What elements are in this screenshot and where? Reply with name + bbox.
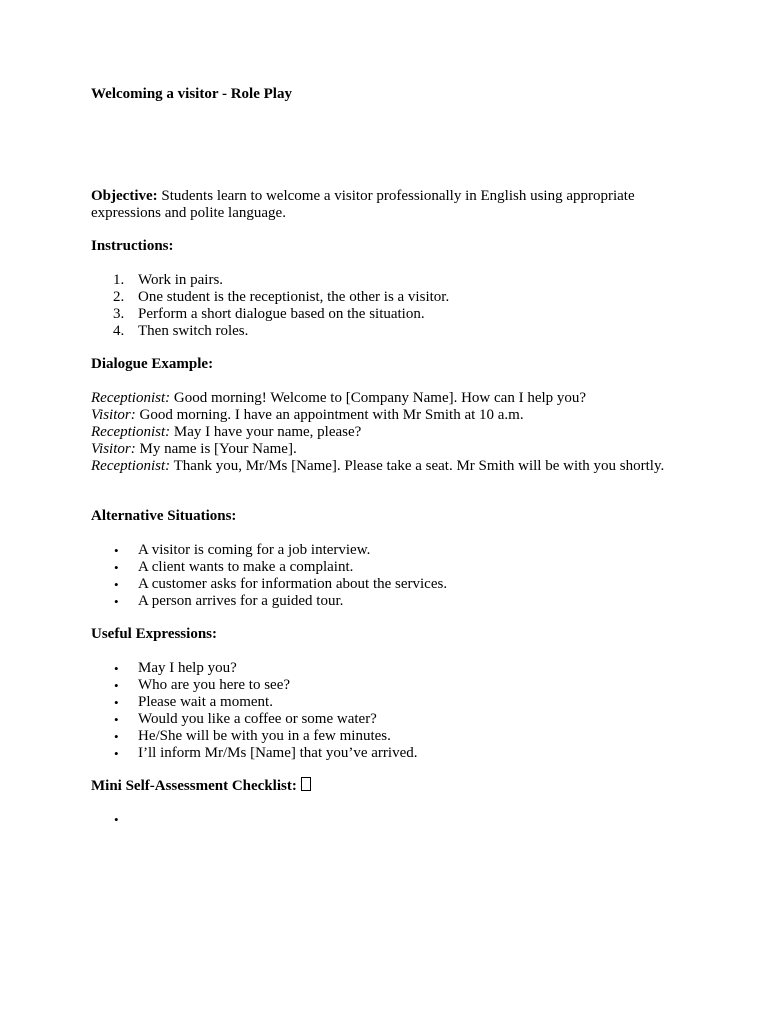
dialogue-line <box>91 390 671 407</box>
expressions-heading: Useful Expressions: <box>91 626 217 642</box>
bullet-icon: • <box>114 712 119 727</box>
dialogue-block <box>91 390 671 475</box>
list-item-text: He/She will be with you in a few minutes. <box>138 728 391 744</box>
alternatives-list <box>91 542 671 610</box>
instruction-text: One student is the receptionist, the other is a visitor. <box>138 289 450 305</box>
list-item-text: Please wait a moment. <box>138 694 273 710</box>
list-item <box>91 677 671 694</box>
checklist-heading <box>91 777 671 795</box>
dialogue-line <box>91 458 671 475</box>
instruction-number: 2. <box>113 289 125 305</box>
dialogue-speaker: Receptionist: <box>91 390 171 406</box>
bullet-icon: • <box>114 543 119 558</box>
list-item-text: Who are you here to see? <box>138 677 291 693</box>
dialogue-line <box>91 424 671 441</box>
list-item <box>91 711 671 728</box>
list-item-text: A person arrives for a guided tour. <box>138 593 344 609</box>
instruction-item <box>91 289 671 306</box>
dialogue-speaker: Visitor: <box>91 407 136 423</box>
bullet-icon: • <box>114 661 119 676</box>
list-item <box>91 660 671 677</box>
list-item-text: A client wants to make a complaint. <box>138 559 354 575</box>
dialogue-speaker: Receptionist: <box>91 458 171 474</box>
dialogue-line <box>91 441 671 458</box>
bullet-icon: • <box>114 594 119 609</box>
dialogue-heading: Dialogue Example: <box>91 356 214 372</box>
list-item <box>91 811 671 828</box>
checkbox-icon <box>301 777 311 791</box>
instruction-text: Then switch roles. <box>138 323 249 339</box>
objective-label: Objective: <box>91 188 158 204</box>
checklist-list <box>91 811 671 828</box>
list-item-text: A visitor is coming for a job interview. <box>138 542 371 558</box>
dialogue-text: Good morning! Welcome to [Company Name]. How can I help you? <box>170 390 587 406</box>
dialogue-speaker: Visitor: <box>91 441 136 457</box>
bullet-icon: • <box>114 695 119 710</box>
list-item <box>91 559 671 576</box>
list-item-text: A customer asks for information about the services. <box>138 576 448 592</box>
bullet-icon: • <box>114 560 119 575</box>
list-item-text: May I help you? <box>138 660 237 676</box>
instruction-number: 3. <box>113 306 125 322</box>
instruction-item <box>91 306 671 323</box>
instruction-text: Perform a short dialogue based on the situation. <box>138 306 425 322</box>
instruction-number: 1. <box>113 272 125 288</box>
list-item-text: I’ll inform Mr/Ms [Name] that you’ve arrived. <box>138 745 418 761</box>
bullet-icon: • <box>114 746 119 761</box>
expressions-list <box>91 660 671 762</box>
alternatives-heading: Alternative Situations: <box>91 508 237 524</box>
objective-text: Students learn to welcome a visitor professionally in English using appropriate expressions and polite language. <box>91 188 635 221</box>
list-item <box>91 593 671 610</box>
bullet-icon: • <box>114 812 119 827</box>
bullet-icon: • <box>114 678 119 693</box>
list-item <box>91 542 671 559</box>
instructions-heading: Instructions: <box>91 238 174 254</box>
list-item-text: Would you like a coffee or some water? <box>138 711 377 727</box>
instruction-text: Work in pairs. <box>138 272 224 288</box>
dialogue-speaker: Receptionist: <box>91 424 171 440</box>
dialogue-line <box>91 407 671 424</box>
dialogue-text: Good morning. I have an appointment with Mr Smith at 10 a.m. <box>135 407 524 423</box>
list-item <box>91 728 671 745</box>
bullet-icon: • <box>114 577 119 592</box>
dialogue-text: My name is [Your Name]. <box>135 441 297 457</box>
document-title: Welcoming a visitor - Role Play <box>91 86 292 102</box>
instruction-item <box>91 323 671 340</box>
instruction-number: 4. <box>113 323 125 339</box>
bullet-icon: • <box>114 729 119 744</box>
instruction-item <box>91 272 671 289</box>
instructions-list <box>91 272 671 340</box>
dialogue-text: Thank you, Mr/Ms [Name]. Please take a seat. Mr Smith will be with you shortly. <box>170 458 665 474</box>
list-item <box>91 745 671 762</box>
checklist-heading-text: Mini Self-Assessment Checklist: <box>91 778 297 794</box>
dialogue-text: May I have your name, please? <box>170 424 362 440</box>
list-item <box>91 576 671 593</box>
list-item <box>91 694 671 711</box>
objective-paragraph <box>91 188 671 222</box>
